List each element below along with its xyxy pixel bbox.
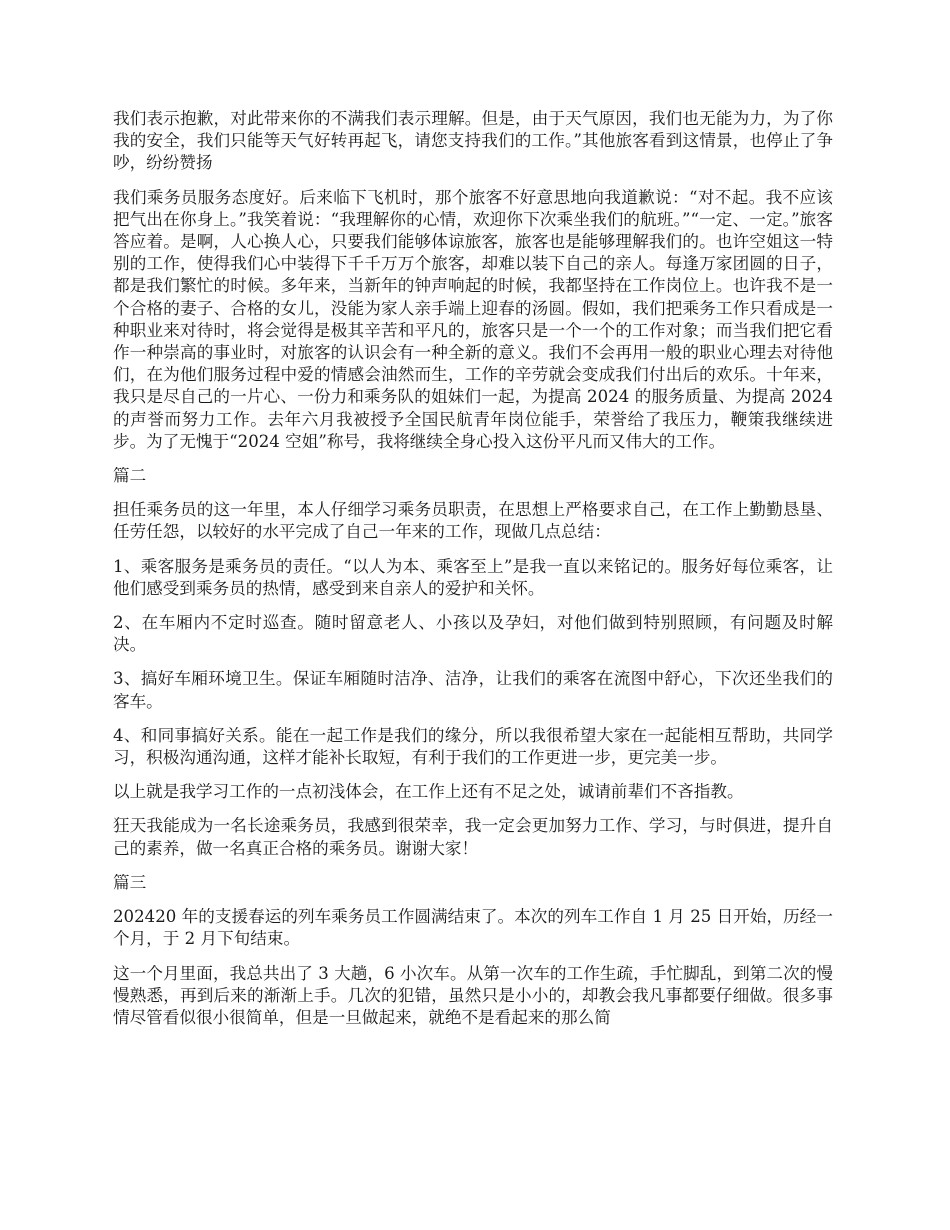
paragraph-service-attitude: 我们乘务员服务态度好。后来临下飞机时，那个旅客不好意思地向我道歉说：“对不起。我不应该把气出在你身上。”我笑着说：“我理解你的心情，欢迎你下次乘坐我们的航班。”“一定、一定。”旅客答应着。是啊，人心换人心，只要我们能够体谅旅客，旅客也是能够理解我们的。也许空姐这一特别的工作，使得我们心中装得下千千万万个旅客，却难以装下自己的亲人。每逢万家团圆的日子，都是我们繁忙的时候。多年来，当新年的钟声响起的时候，我都坚持在工作岗位上。也许我不是一个合格的妻子、合格的女儿，没能为家人亲手端上迎春的汤圆。假如，我们把乘务工作只看成是一种职业来对待时，将会觉得是极其辛苦和平凡的，旅客只是一个一个的工作对象；而当我们把它看作一种崇高的事业时，对旅客的认识会有一种全新的意义。我们不会再用一般的职业心理去对待他们，在为他们服务过程中爱的情感会油然而生，工作的辛劳就会变成我们付出后的欢乐。十年来，我只是尽自己的一片心、一份力和乘务队的姐妹们一起，为提高 2024 的服务质量、为提高 2024 的声誉而努力工作。去年六月我被授予全国民航青年岗位能手，荣誉给了我压力，鞭策我继续进步。为了无愧于“2024 空姐”称号，我将继续全身心投入这份平凡而又伟大的工作。	[113, 187, 833, 451]
paragraph-conclusion: 以上就是我学习工作的一点初浅体会，在工作上还有不足之处，诚请前辈们不吝指教。	[113, 782, 744, 802]
list-item-1: 1、乘客服务是乘务员的责任。“以人为本、乘客至上”是我一直以来铭记的。服务好每位乘客，让他们感受到乘务员的热情，感受到来自亲人的爱护和关怀。	[113, 556, 833, 598]
list-item-3: 3、搞好车厢环境卫生。保证车厢随时洁净、洁净，让我们的乘客在流图中舒心，下次还坐我们的客车。	[113, 669, 833, 711]
paragraph-apology: 我们表示抱歉，对此带来你的不满我们表示理解。但是，由于天气原因，我们也无能为力，为了你我的安全，我们只能等天气好转再起飞，请您支持我们的工作。”其他旅客看到这情景，也停止了争吵，纷纷赞扬	[113, 109, 833, 173]
document-body	[113, 108, 833, 1041]
paragraph-monthly-experience: 这一个月里面，我总共出了 3 大趟，6 小次车。从第一次车的工作生疏，手忙脚乱，到第二次的慢慢熟悉，再到后来的渐渐上手。几次的犯错，虽然只是小小的，却教会我凡事都要仔细做。很多事情尽管看似很小很简单，但是一旦做起来，就绝不是看起来的那么简	[113, 963, 833, 1027]
list-item-4: 4、和同事搞好关系。能在一起工作是我们的缘分，所以我很希望大家在一起能相互帮助，共同学习，积极沟通沟通，这样才能补长取短，有利于我们的工作更进一步，更完美一步。	[113, 725, 833, 768]
list-item-2: 2、在车厢内不定时巡查。随时留意老人、小孩以及孕妇，对他们做到特别照顾，有问题及时解决。	[113, 613, 833, 655]
paragraph-closing: 狂天我能成为一名长途乘务员，我感到很荣幸，我一定会更加努力工作、学习，与时俱进，提升自己的素养，做一名真正合格的乘务员。谢谢大家！	[113, 816, 833, 858]
paragraph-intro-summary: 担任乘务员的这一年里，本人仔细学习乘务员职责，在思想上严格要求自己，在工作上勤勤恳垦、任劳任怨，以较好的水平完成了自己一年来的工作，现做几点总结：	[113, 500, 833, 542]
paragraph-spring-transport: 202420 年的支援春运的列车乘务员工作圆满结束了。本次的列车工作自 1 月 25 日开始，历经一个月，于 2 月下旬结束。	[113, 907, 833, 949]
section-heading-part-two: 篇二	[113, 466, 147, 486]
section-heading-part-three: 篇三	[113, 872, 147, 892]
